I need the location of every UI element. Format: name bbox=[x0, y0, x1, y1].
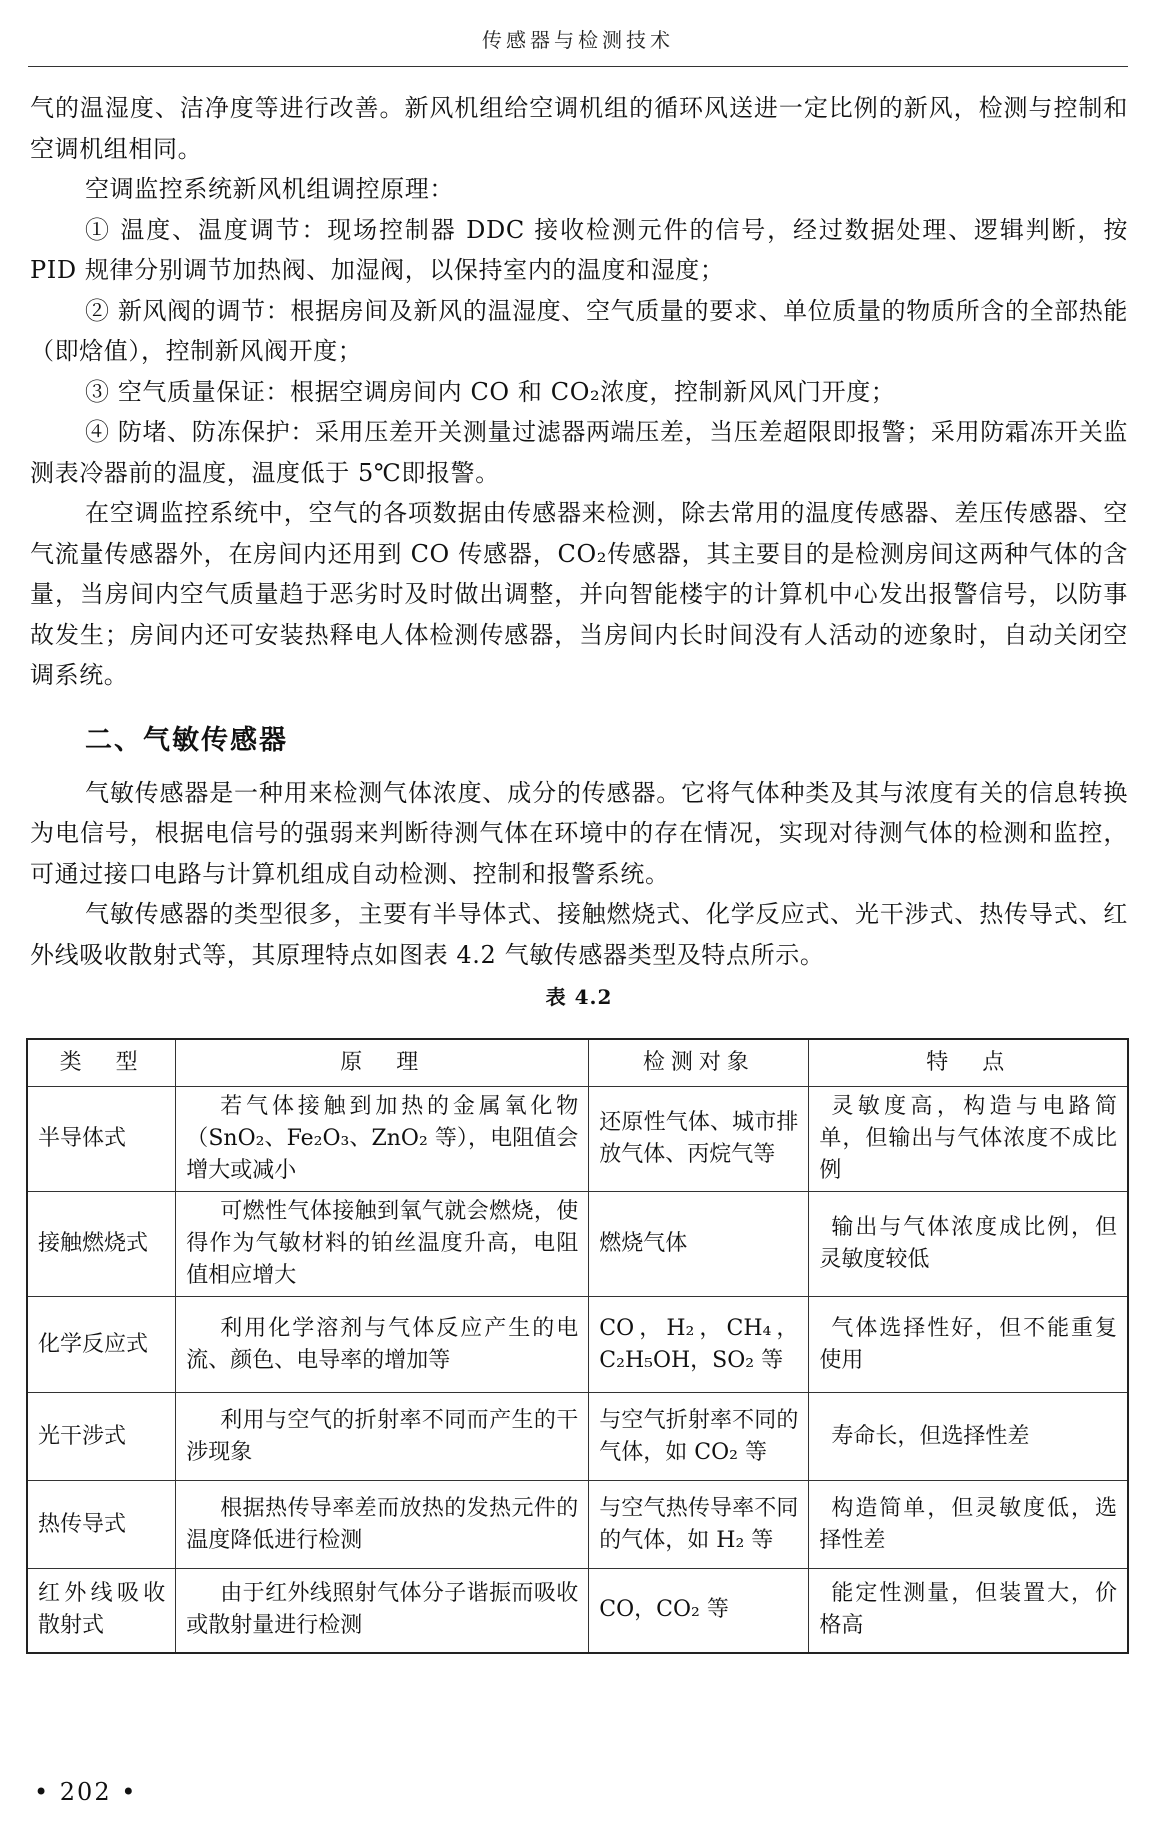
header-rule bbox=[28, 66, 1128, 67]
gas-sensor-table bbox=[26, 1038, 1129, 1654]
paragraph-item-1: ① 温度、温度调节：现场控制器 DDC 接收检测元件的信号，经过数据处理、逻辑判断，按 PID 规律分别调节加热阀、加湿阀，以保持室内的温度和湿度； bbox=[30, 215, 1128, 284]
paragraph-item-4: ④ 防堵、防冻保护：采用压差开关测量过滤器两端压差，当压差超限即报警；采用防霜冻开关监测表冷器前的温度，温度低于 5℃即报警。 bbox=[30, 418, 1128, 487]
table-row bbox=[27, 1087, 1128, 1192]
cell-type: 热传导式 bbox=[27, 1481, 176, 1569]
table-row bbox=[27, 1393, 1128, 1481]
cell-target: CO，H₂，CH₄，C₂H₅OH，SO₂ 等 bbox=[589, 1297, 809, 1393]
cell-principle: 利用化学溶剂与气体反应产生的电流、颜色、电导率的增加等 bbox=[176, 1297, 589, 1393]
body-text bbox=[30, 88, 1128, 1016]
cell-principle: 根据热传导率差而放热的发热元件的温度降低进行检测 bbox=[176, 1481, 589, 1569]
cell-feature: 气体选择性好，但不能重复使用 bbox=[809, 1297, 1128, 1393]
paragraph-item-3: ③ 空气质量保证：根据空调房间内 CO 和 CO₂浓度，控制新风风门开度； bbox=[85, 377, 896, 406]
cell-target: CO，CO₂ 等 bbox=[589, 1569, 809, 1653]
cell-target: 与空气折射率不同的气体，如 CO₂ 等 bbox=[589, 1393, 809, 1481]
cell-type: 红外线吸收散射式 bbox=[27, 1569, 176, 1653]
table-row bbox=[27, 1481, 1128, 1569]
paragraph-gas-sensor-types: 气敏传感器的类型很多，主要有半导体式、接触燃烧式、化学反应式、光干涉式、热传导式、红外线吸收散射式等，其原理特点如图表 4.2 气敏传感器类型及特点所示。 bbox=[30, 900, 1128, 969]
header-feature: 特 点 bbox=[809, 1039, 1128, 1087]
cell-type: 光干涉式 bbox=[27, 1393, 176, 1481]
cell-feature: 能定性测量，但装置大，价格高 bbox=[809, 1569, 1128, 1653]
header-target: 检测对象 bbox=[589, 1039, 809, 1087]
section-heading: 二、气敏传感器 bbox=[85, 724, 288, 756]
cell-target: 与空气热传导率不同的气体，如 H₂ 等 bbox=[589, 1481, 809, 1569]
paragraph-gas-sensor-definition: 气敏传感器是一种用来检测气体浓度、成分的传感器。它将气体种类及其与浓度有关的信息转换为电信号，根据电信号的强弱来判断待测气体在环境中的存在情况，实现对待测气体的检测和监控，可通过接口电路与计算机组成自动检测、控制和报警系统。 bbox=[30, 778, 1128, 888]
cell-principle: 利用与空气的折射率不同而产生的干涉现象 bbox=[176, 1393, 589, 1481]
cell-principle: 由于红外线照射气体分子谐振而吸收或散射量进行检测 bbox=[176, 1569, 589, 1653]
cell-feature: 灵敏度高，构造与电路简单，但输出与气体浓度不成比例 bbox=[809, 1087, 1128, 1192]
cell-type: 半导体式 bbox=[27, 1087, 176, 1192]
paragraph-item-2: ② 新风阀的调节：根据房间及新风的温湿度、空气质量的要求、单位质量的物质所含的全部热能（即焓值），控制新风阀开度； bbox=[30, 296, 1128, 365]
cell-target: 燃烧气体 bbox=[589, 1192, 809, 1297]
page-number: • 202 • bbox=[34, 1778, 138, 1806]
table-header-row bbox=[27, 1039, 1128, 1087]
table-row bbox=[27, 1569, 1128, 1653]
table-row bbox=[27, 1297, 1128, 1393]
running-header: 传感器与检测技术 bbox=[482, 28, 674, 52]
cell-principle: 若气体接触到加热的金属氧化物（SnO₂、Fe₂O₃、ZnO₂ 等），电阻值会增大或减小 bbox=[176, 1087, 589, 1192]
cell-feature: 构造简单，但灵敏度低，选择性差 bbox=[809, 1481, 1128, 1569]
cell-target: 还原性气体、城市排放气体、丙烷气等 bbox=[589, 1087, 809, 1192]
header-principle: 原 理 bbox=[176, 1039, 589, 1087]
paragraph-continued: 气的温湿度、洁净度等进行改善。新风机组给空调机组的循环风送进一定比例的新风，检测与控制和空调机组相同。 bbox=[30, 94, 1128, 163]
cell-type: 接触燃烧式 bbox=[27, 1192, 176, 1297]
header-type: 类 型 bbox=[27, 1039, 176, 1087]
table-row bbox=[27, 1192, 1128, 1297]
paragraph-principle-intro: 空调监控系统新风机组调控原理： bbox=[85, 175, 454, 203]
cell-type: 化学反应式 bbox=[27, 1297, 176, 1393]
cell-feature: 寿命长，但选择性差 bbox=[809, 1393, 1128, 1481]
cell-principle: 可燃性气体接触到氧气就会燃烧，使得作为气敏材料的铂丝温度升高，电阻值相应增大 bbox=[176, 1192, 589, 1297]
cell-feature: 输出与气体浓度成比例，但灵敏度较低 bbox=[809, 1192, 1128, 1297]
paragraph-sensors-summary: 在空调监控系统中，空气的各项数据由传感器来检测，除去常用的温度传感器、差压传感器、空气流量传感器外，在房间内还用到 CO 传感器，CO₂传感器，其主要目的是检测房间这两种气体的含量，当房间内空气质量趋于恶劣时及时做出调整，并向智能楼宇的计算机中心发出报警信号，以防事故发生；房间内还可安装热释电人体检测传感器，当房间内长时间没有人活动的迹象时，自动关闭空调系统。 bbox=[30, 499, 1128, 689]
table-caption: 表 4.2 bbox=[545, 985, 613, 1009]
